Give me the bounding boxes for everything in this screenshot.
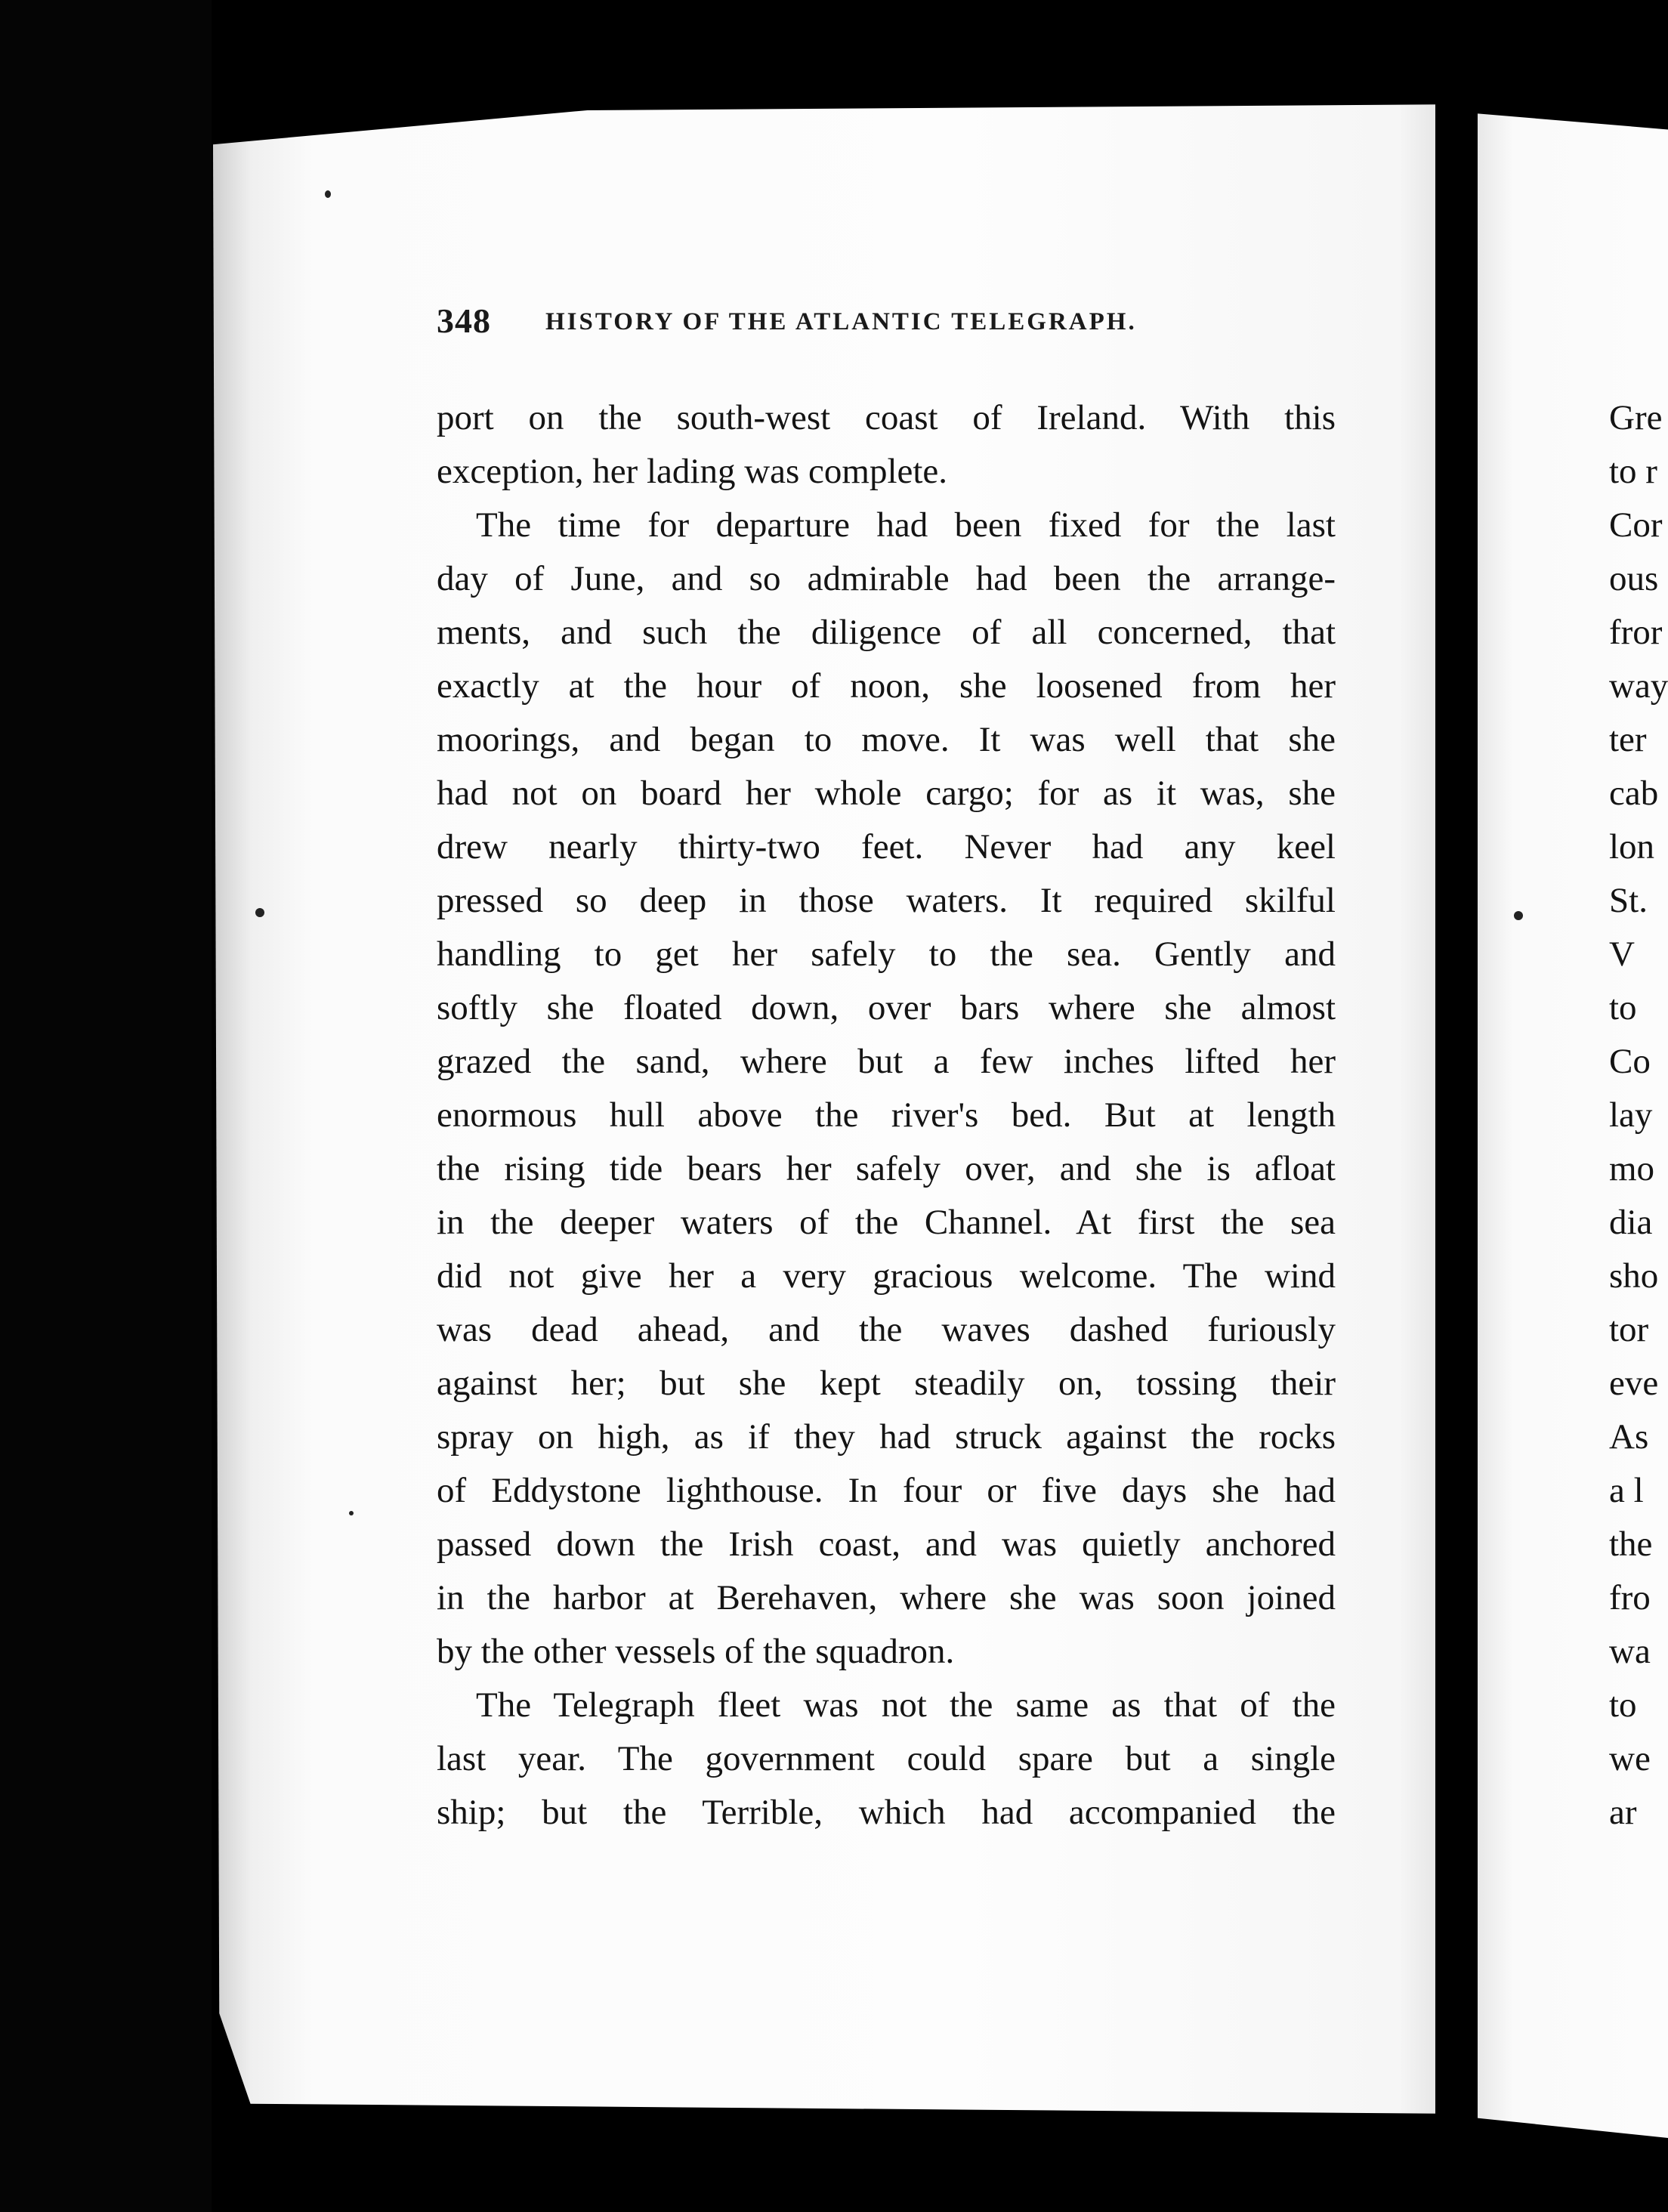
fragment-line: ar xyxy=(1609,1793,1637,1832)
text-line: by the other vessels of the squadron. xyxy=(437,1632,955,1671)
fragment-line: a l xyxy=(1609,1471,1644,1510)
scan-speck xyxy=(1514,911,1523,920)
scan-speck xyxy=(325,190,331,198)
page-gutter xyxy=(1435,98,1478,2138)
fragment-line: sho xyxy=(1609,1256,1659,1296)
fragment-line: ous xyxy=(1609,559,1659,598)
fragment-line: ter xyxy=(1609,720,1647,759)
running-title: HISTORY OF THE ATLANTIC TELEGRAPH. xyxy=(545,308,1137,335)
scan-speck xyxy=(349,1511,354,1515)
fragment-line: Gre xyxy=(1609,398,1663,437)
fragment-line: to xyxy=(1609,988,1637,1027)
text-line: of Eddystone lighthouse. In four or five days she had xyxy=(437,1471,1336,1510)
fragment-line: lay xyxy=(1609,1095,1653,1135)
running-head xyxy=(437,301,1343,346)
fragment-line: dia xyxy=(1609,1203,1653,1242)
scan-border-top xyxy=(0,0,1668,113)
fragment-line: to xyxy=(1609,1685,1637,1725)
text-line: day of June, and so admirable had been the arrange- xyxy=(437,559,1336,598)
fragment-line: Cor xyxy=(1609,505,1663,545)
text-line: drew nearly thirty-two feet. Never had any keel xyxy=(437,827,1336,867)
right-page-text xyxy=(1609,391,1668,1840)
text-line: ments, and such the diligence of all concerned, that xyxy=(437,613,1336,652)
fragment-line: mo xyxy=(1609,1149,1655,1188)
fragment-line: V xyxy=(1609,935,1635,974)
scan-speck xyxy=(255,908,264,917)
fragment-line: As xyxy=(1609,1417,1649,1457)
fragment-line: way xyxy=(1609,666,1668,706)
text-line: The Telegraph fleet was not the same as that of the xyxy=(476,1685,1336,1725)
fragment-line: eve xyxy=(1609,1364,1659,1403)
text-line: against her; but she kept steadily on, tossing their xyxy=(437,1364,1336,1403)
fragment-line: we xyxy=(1609,1739,1651,1778)
scan-border-left xyxy=(0,0,212,2212)
text-line: The time for departure had been fixed for the last xyxy=(476,505,1336,545)
fragment-line: wa xyxy=(1609,1632,1651,1671)
fragment-line: fror xyxy=(1609,613,1663,652)
text-line: spray on high, as if they had struck against the rocks xyxy=(437,1417,1336,1457)
fragment-line: fro xyxy=(1609,1578,1651,1617)
text-line: in the deeper waters of the Channel. At first the sea xyxy=(437,1203,1336,1242)
text-line: pressed so deep in those waters. It required skilful xyxy=(437,881,1336,920)
text-line: grazed the sand, where but a few inches lifted her xyxy=(437,1042,1336,1081)
fragment-line: cab xyxy=(1609,774,1659,813)
text-line: passed down the Irish coast, and was quietly anchored xyxy=(437,1525,1336,1564)
text-line: exception, her lading was complete. xyxy=(437,452,948,491)
fragment-line: the xyxy=(1609,1525,1653,1564)
fragment-line: tor xyxy=(1609,1310,1649,1349)
text-line: was dead ahead, and the waves dashed furiously xyxy=(437,1310,1336,1349)
text-line: the rising tide bears her safely over, and she is afloat xyxy=(437,1149,1336,1188)
body-text xyxy=(437,391,1336,1840)
fragment-line: Co xyxy=(1609,1042,1651,1081)
text-line: handling to get her safely to the sea. Gently and xyxy=(437,935,1336,974)
page-number: 348 xyxy=(437,301,491,340)
text-line: moorings, and began to move. It was well that she xyxy=(437,720,1336,759)
text-line: had not on board her whole cargo; for as it was, she xyxy=(437,774,1336,813)
text-line: ship; but the Terrible, which had accompanied the xyxy=(437,1793,1336,1832)
text-line: did not give her a very gracious welcome. The wind xyxy=(437,1256,1336,1296)
text-line: enormous hull above the river's bed. But at length xyxy=(437,1095,1336,1135)
text-line: last year. The government could spare but a single xyxy=(437,1739,1336,1778)
fragment-line: St. xyxy=(1609,881,1648,920)
text-line: softly she floated down, over bars where she almost xyxy=(437,988,1336,1027)
text-line: in the harbor at Berehaven, where she was soon joined xyxy=(437,1578,1336,1617)
text-line: port on the south-west coast of Ireland. With this xyxy=(437,398,1336,437)
fragment-line: lon xyxy=(1609,827,1655,867)
fragment-line: to r xyxy=(1609,452,1657,491)
text-line: exactly at the hour of noon, she loosened from her xyxy=(437,666,1336,706)
